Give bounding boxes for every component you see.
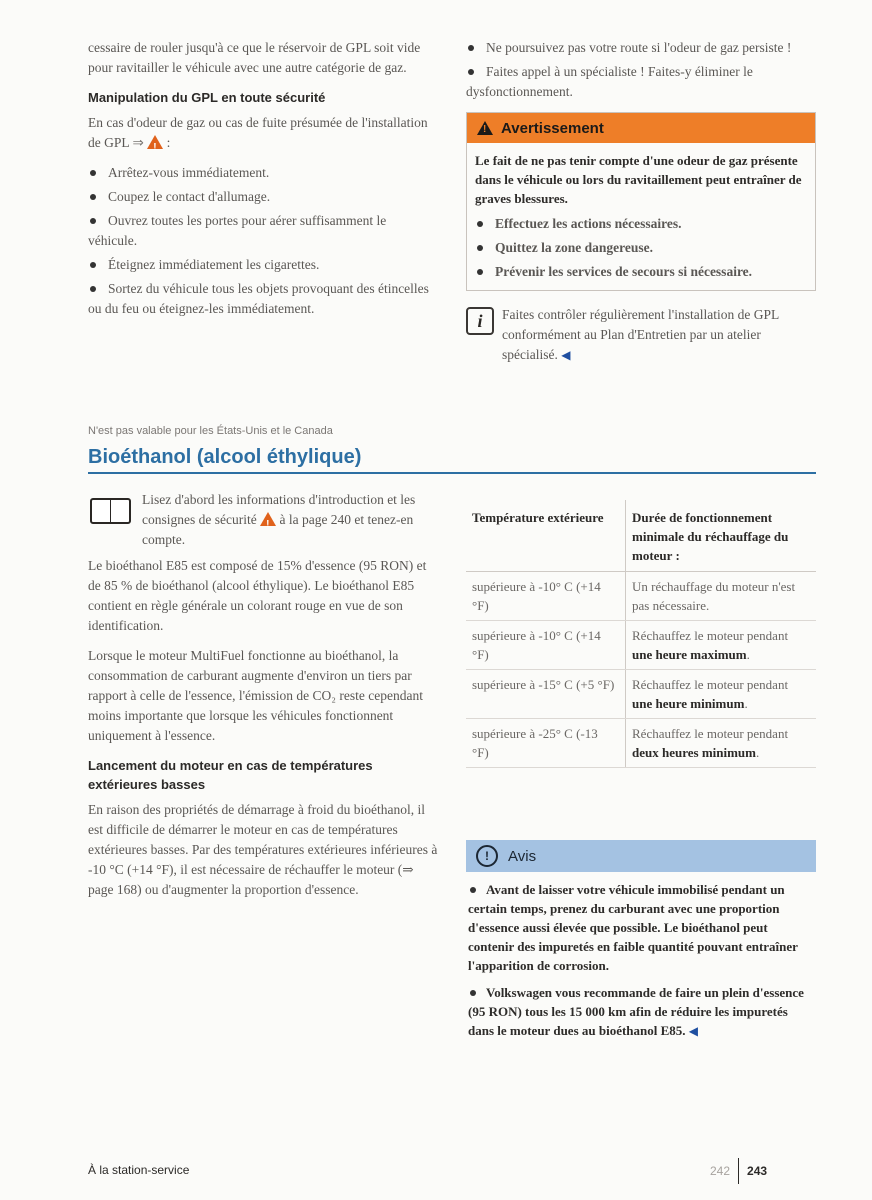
lpg-actions-list [88,163,438,319]
book-icon [88,496,132,524]
top-right-column [466,38,816,365]
warning-body [467,143,815,290]
cold-start-paragraph: En raison des propriétés de démarrage à froid du bioéthanol, il est difficile de démarrer le moteur en cas de températures extérieures basses. Par des températures extérieures inférieures à -10 °C (+14 °F), il est nécessaire de réchauffer le moteur (⇒ page 168) ou d'augmenter la proportion d'essence. [88,802,438,897]
intro-reference: Lisez d'abord les informations d'introduction et les consignes de sécurité ! à la page 240 et tenez-en compte. [88,490,438,556]
gas-odor-list [466,38,816,102]
validity-note: N'est pas valable pour les États-Unis et le Canada [88,425,333,437]
warning-triangle-icon [147,135,163,149]
list-item: Ne poursuivez pas votre route si l'odeur de gaz persiste ! [466,38,816,58]
list-item: Ouvrez toutes les portes pour aérer suffisamment le véhicule. [88,213,387,248]
continuation-paragraph: cessaire de rouler jusqu'à ce que le réservoir de GPL soit vide pour ravitailler le véhicule avec une autre catégorie de gaz. [88,40,421,75]
info-note [466,305,816,365]
notice-body [466,872,816,1041]
previous-page-number: 242 [710,1164,731,1178]
lpg-safety-heading: Manipulation du GPL en toute sécurité [88,90,326,105]
notice-title: Avis [508,847,537,865]
list-item: Coupez le contact d'allumage. [88,187,438,207]
list-item: Éteignez immédiatement les cigarettes. [88,255,438,275]
table-header-temperature: Température extérieure [466,500,626,572]
list-item: Prévenir les services de secours si nécessaire. [475,262,809,282]
end-of-section-icon: ◀ [561,348,571,362]
warning-actions-list [475,214,809,282]
chapter-footer: À la station-service [88,1163,190,1177]
notice-exclamation-icon: ! [476,845,498,867]
table-row: supérieure à -15° C (+5 °F) Réchauffez le moteur pendant une heure minimum. [466,670,816,719]
end-of-section-icon: ◀ [688,1024,699,1038]
section-title: Bioéthanol (alcool éthylique) [88,442,816,474]
cold-start-heading: Lancement du moteur en cas de températures extérieures basses [88,758,373,792]
e85-paragraph: Le bioéthanol E85 est composé de 15% d'essence (95 RON) et de 85 % de bioéthanol (alcool éthylique). Le bioéthanol E85 contient en règle générale un colorant rouge en vue de son identification. [88,558,427,633]
page-numbers [710,1158,767,1184]
warning-box [466,112,816,291]
notice-paragraph: Volkswagen vous recommande de faire un plein d'essence (95 RON) tous les 15 000 km afin de réduire les impuretés dans le moteur dues au bioéthanol E85. ◀ [468,985,804,1038]
current-page-number: 243 [747,1164,768,1178]
info-text: Faites contrôler régulièrement l'installation de GPL conformément au Plan d'Entretien par un atelier spécialisé. [502,307,779,362]
list-item: Effectuez les actions nécessaires. [475,214,809,234]
notice-header [466,840,816,872]
table-row: supérieure à -25° C (-13 °F) Réchauffez le moteur pendant deux heures minimum. [466,719,816,768]
bottom-right-column [466,500,816,768]
info-icon: i [466,307,494,335]
list-item: Quittez la zone dangereuse. [475,238,809,258]
list-item: Sortez du véhicule tous les objets provoquant des étincelles ou du feu ou éteignez-les immédiatement. [88,281,429,316]
warning-triangle-icon [260,512,276,526]
warning-text: Le fait de ne pas tenir compte d'une odeur de gaz présente dans le véhicule ou lors du ravitaillement peut entraîner de graves blessures. [475,153,802,206]
top-left-column [88,38,438,323]
notice-box [466,840,816,1049]
warning-header [467,113,815,143]
bottom-left-column [88,490,438,910]
list-item: Arrêtez-vous immédiatement. [88,163,438,183]
table-row: supérieure à -10° C (+14 °F) Un réchauffage du moteur n'est pas nécessaire. [466,572,816,621]
list-item: Faites appel à un spécialiste ! Faites-y éliminer le dysfonctionnement. [466,64,753,99]
multifuel-paragraph: Lorsque le moteur MultiFuel fonctionne au bioéthanol, la consommation de carburant augmente d'environ un tiers par rapport à celle de l'essence, l'émission de CO₂ reste cependant moins importante que lorsque les véhicules fonctionnent uniquement à l'essence. [88,648,423,743]
warning-title: Avertissement [501,119,604,137]
notice-paragraph: Avant de laisser votre véhicule immobilisé pendant un certain temps, prenez du carburant avec une proportion d'essence aussi élevée que possible. Le bioéthanol peut contenir des impuretés en faible quantité pouvant entraîner l'apparition de corrosion. [468,882,798,973]
lpg-intro: En cas d'odeur de gaz ou cas de fuite présumée de l'installation de GPL ⇒ ! : [88,113,438,153]
table-row: supérieure à -10° C (+14 °F) Réchauffez le moteur pendant une heure maximum. [466,621,816,670]
page-divider [738,1158,739,1184]
cross-reference-arrow-icon: ⇒ [132,135,144,151]
preheating-table [466,500,816,768]
table-header-duration: Durée de fonctionnement minimale du réchauffage du moteur : [626,500,817,572]
warning-triangle-icon [477,121,493,135]
